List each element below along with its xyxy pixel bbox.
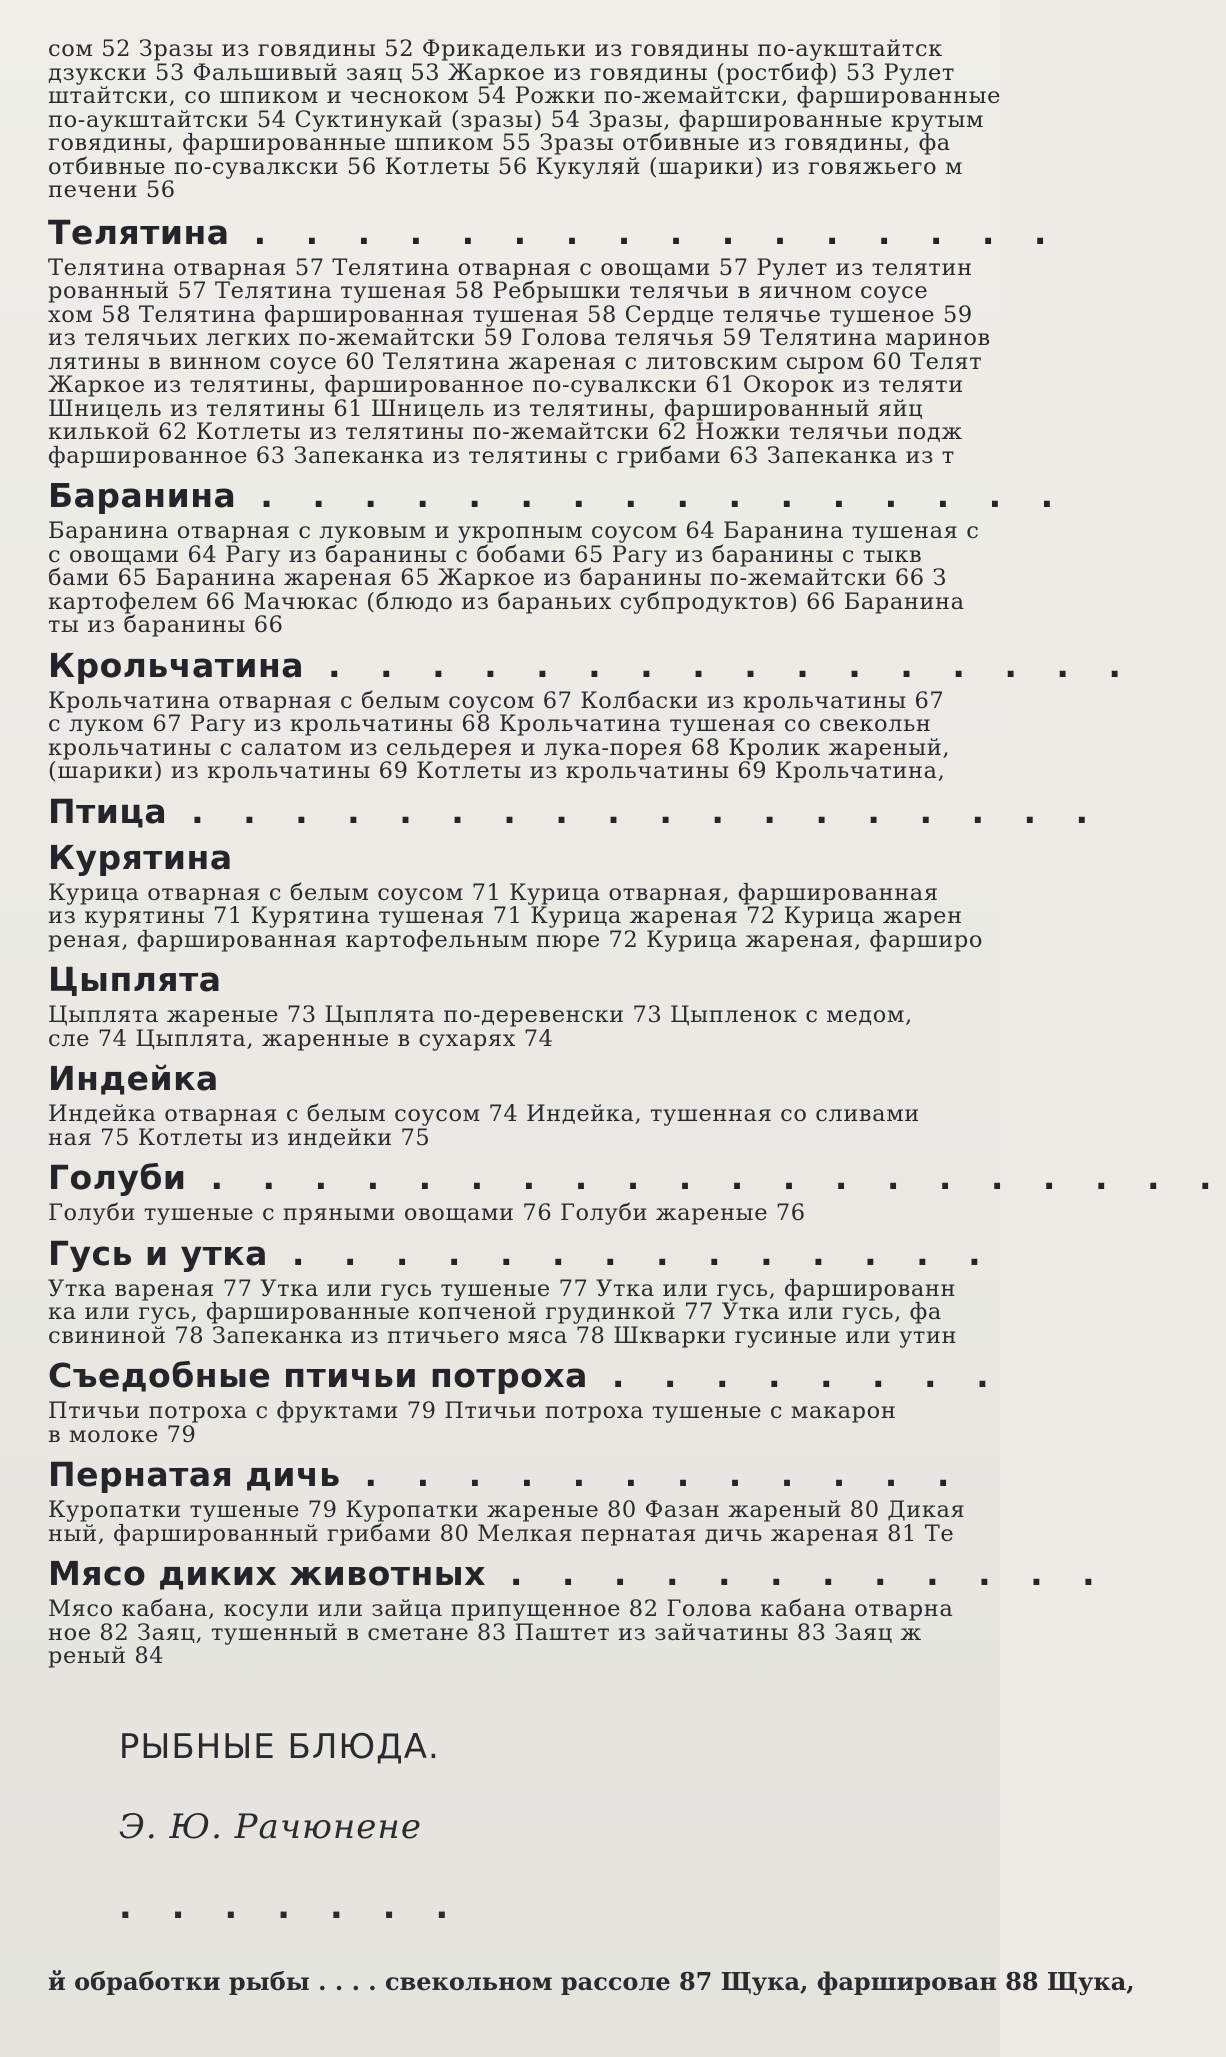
section-leader-dots: . . . . . . . . . . . . . . . . (253, 212, 1061, 252)
entry-line: Крольчатина отварная с белым соусом 67 Колбаски из крольчатины 67 (48, 687, 945, 714)
entry-line: килькой 62 Котлеты из телятины по-жемайтски 62 Ножки телячьи подж (48, 419, 963, 445)
section-heading (48, 645, 1135, 685)
toc-section (48, 1457, 1048, 1546)
intro-paragraph (48, 38, 1008, 203)
section-title: Гусь и утка (48, 1233, 268, 1273)
section-entries (48, 1598, 1008, 1669)
entry-line: из телячьих легких по-жемайтски 59 Голова телячья 59 Телятина маринов (48, 325, 991, 351)
entry-line: ное 82 Заяц, тушенный в сметане 83 Паштет из зайчатины 83 Заяц ж (48, 1619, 922, 1646)
section-heading (48, 837, 1048, 877)
section-title: Индейка (48, 1059, 219, 1098)
toc-section (48, 1554, 1109, 1669)
toc-section (48, 212, 1061, 469)
toc-section (48, 1061, 1048, 1150)
entry-line: в молоке 79 (48, 1421, 197, 1448)
entry-line: бами 65 Баранина жареная 65 Жаркое из баранины по-жемайтски 66 З (48, 565, 948, 591)
section-heading (48, 1554, 1109, 1593)
intro-line: дзукски 53 Фальшивый заяц 53 Жаркое из говядины (ростбиф) 53 Рулет (48, 59, 955, 86)
section-heading (48, 1061, 1048, 1097)
section-heading (48, 1233, 1048, 1273)
entry-line: картофелем 66 Мачюкас (блюдо из бараньих субпродуктов) 66 Баранина (48, 588, 965, 615)
section-heading (48, 212, 1061, 252)
entry-line: Утка вареная 77 Утка или гусь тушеные 77 Утка или гусь, фаршированн (48, 1275, 957, 1302)
section-entries (48, 1275, 1008, 1349)
entry-line: ка или гусь, фаршированные копченой грудинкой 77 Утка или гусь, фа (48, 1299, 942, 1325)
section-title: Голуби (48, 1158, 187, 1197)
section-title: Крольчатина (48, 645, 305, 685)
section-title: Телятина (48, 212, 230, 252)
section-leader-dots: . . . . . . . . (611, 1356, 1003, 1395)
entry-line: (шарики) из крольчатины 69 Котлеты из крольчатины 69 Крольчатина, (48, 758, 946, 784)
section-heading (48, 1158, 1226, 1197)
entry-line: лятины в винном соусе 60 Телятина жареная с литовским сыром 60 Телят (48, 348, 983, 375)
entry-line: Телятина отварная 57 Телятина отварная с овощами 57 Рулет из телятин (48, 254, 973, 281)
section-leader-dots: . . . . . . . . . . . . . . . . (328, 645, 1135, 685)
intro-line: отбивные по-сувалкски 56 Котлеты 56 Кукуляй (шарики) из говяжьего м (48, 153, 964, 180)
entry-line: хом 58 Телятина фаршированная тушеная 58 Сердце телячье тушеное 59 (48, 301, 973, 328)
entry-line: с луком 67 Рагу из крольчатины 68 Крольчатина тушеная со свекольн (48, 711, 932, 737)
section-title: Съедобные птичьи потроха (48, 1356, 588, 1395)
section-heading (48, 791, 1103, 831)
section-heading (48, 1358, 1048, 1394)
toc-section (48, 476, 1068, 638)
toc-section (48, 1158, 1226, 1226)
section-title: Птица (48, 791, 168, 831)
section-title: Цыплята (48, 960, 222, 999)
entry-line: крольчатины с салатом из сельдерея и лука-порея 68 Кролик жареный, (48, 734, 951, 761)
section-entries (48, 1004, 1008, 1051)
entry-line: Мясо кабана, косули или зайца припущенное 82 Голова кабана отварна (48, 1596, 954, 1622)
section-leader-dots: . . . . . . . . . . . . . . . . (260, 476, 1068, 515)
section-heading (48, 962, 1048, 998)
entry-line: ный, фаршированный грибами 80 Мелкая пернатая дичь жареная 81 Те (48, 1520, 955, 1547)
entry-line: реная, фаршированная картофельным пюре 72 Курица жареная, фарширо (48, 926, 984, 953)
entry-line: сле 74 Цыплята, жаренные в сухарях 74 (48, 1025, 554, 1052)
entry-line: Курица отварная с белым соусом 71 Курица отварная, фаршированная (48, 879, 939, 906)
toc-content (48, 36, 1226, 1996)
entry-line: ты из баранины 66 (48, 612, 284, 638)
intro-line: сом 52 Зразы из говядины 52 Фрикадельки из говядины по-аукштайтск (48, 36, 943, 62)
toc-section (48, 837, 1048, 953)
section-heading (48, 1457, 1048, 1493)
section-title: Мясо диких животных (48, 1554, 486, 1593)
entry-line: Куропатки тушеные 79 Куропатки жареные 80 Фазан жареный 80 Дикая (48, 1497, 966, 1523)
section-leader-dots: . . . . . . . . . . . . . . . . . . (191, 791, 1103, 831)
entry-line: свининой 78 Запеканка из птичьего мяса 78 Шкварки гусиные или утин (48, 1322, 958, 1349)
entry-line: реный 84 (48, 1643, 165, 1669)
toc-section (48, 1358, 1048, 1447)
bottom-cropped-line: й обработки рыбы . . . . свекольном рассоле 87 Щука, фарширован 88 Щука, (48, 1966, 1135, 1996)
intro-line: штайтски, со шпиком и чесноком 54 Рожки по-жемайтски, фаршированные (48, 83, 1002, 109)
entry-line: рованный 57 Телятина тушеная 58 Ребрышки телячьи в яичном соусе (48, 278, 929, 304)
entry-line: из курятины 71 Курятина тушеная 71 Курица жареная 72 Курица жарен (48, 903, 963, 929)
entry-line: фаршированное 63 Запеканка из телятины с грибами 63 Запеканка из т (48, 442, 955, 469)
entry-line: с овощами 64 Рагу из баранины с бобами 65 Рагу из баранины с тыкв (48, 541, 923, 568)
chapter-title: РЫБНЫЕ БЛЮДА. (118, 1726, 440, 1767)
entry-line: Жаркое из телятины, фаршированное по-сувалкски 61 Окорок из теляти (48, 372, 964, 398)
entry-line: Индейка отварная с белым соусом 74 Индейка, тушенная со сливами (48, 1101, 920, 1127)
section-title: Курятина (48, 837, 233, 877)
section-leader-dots: . . . . . . . . . . . . . . (291, 1233, 995, 1273)
section-entries (48, 879, 1008, 953)
intro-line: говядины, фаршированные шпиком 55 Зразы отбивные из говядины, фа (48, 130, 951, 156)
entry-line: Голуби тушеные с пряными овощами 76 Голуби жареные 76 (48, 1200, 806, 1226)
section-title: Пернатая дичь (48, 1455, 341, 1494)
entry-line: Птичьи потроха с фруктами 79 Птичьи потроха тушеные с макарон (48, 1398, 897, 1424)
toc-section (48, 962, 1048, 1051)
intro-line: печени 56 (48, 177, 176, 203)
toc-sections (48, 212, 1226, 1669)
chapter-dots: . . . . . . . (118, 1886, 463, 1927)
section-title: Баранина (48, 476, 237, 515)
section-leader-dots: . . . . . . . . . . . . . . . . . . . . (210, 1158, 1226, 1197)
section-leader-dots: . . . . . . . . . . . . (364, 1455, 964, 1494)
toc-section (48, 1233, 1048, 1349)
entry-line: ная 75 Котлеты из индейки 75 (48, 1124, 431, 1151)
section-entries (48, 254, 1008, 469)
entry-line: Баранина отварная с луковым и укропным соусом 64 Баранина тушеная с (48, 518, 980, 544)
section-entries (48, 1400, 1008, 1447)
entry-line: Цыплята жареные 73 Цыплята по-деревенски 73 Цыпленок с медом, (48, 1002, 913, 1028)
intro-line: по-аукштайтски 54 Суктинукай (зразы) 54 Зразы, фаршированные крутым (48, 106, 985, 133)
section-entries (48, 1499, 1008, 1546)
toc-section (48, 645, 1135, 784)
section-entries (48, 1103, 1008, 1150)
section-entries (48, 1202, 1008, 1226)
section-leader-dots: . . . . . . . . . . . . (509, 1554, 1109, 1593)
entry-line: Шницель из телятины 61 Шницель из телятины, фаршированный яйц (48, 395, 924, 422)
chapter-heading (48, 1687, 1048, 1967)
section-heading (48, 476, 1068, 515)
toc-section (48, 791, 1103, 831)
section-entries (48, 687, 1008, 784)
section-entries (48, 520, 1008, 638)
chapter-author: Э. Ю. Рачюнене (118, 1806, 422, 1847)
